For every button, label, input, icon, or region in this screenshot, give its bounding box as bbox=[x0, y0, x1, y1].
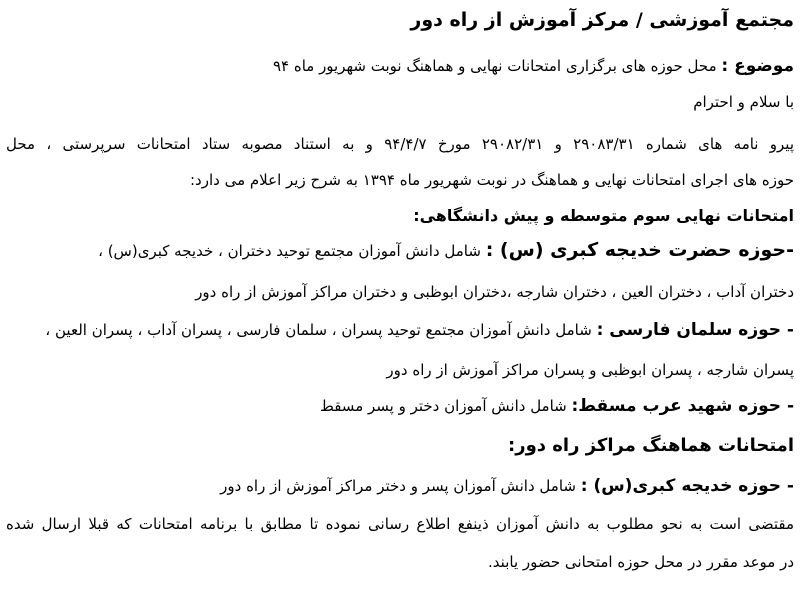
section2-item-khadijeh bbox=[220, 476, 794, 496]
section1-item-salman bbox=[45, 320, 794, 340]
section1-item-salman-continuation: پسران شارجه ، پسران ابوظبی و پسران مراکز آموزش از راه دور bbox=[386, 361, 794, 379]
closing-line-1: مقتضی است به نحو مطلوب به دانش آموزان ذینفع اطلاع رسانی نموده تا مطابق با برنامه امتحانات که قبلا ارسال شده bbox=[6, 515, 794, 533]
document-title: مجتمع آموزشی / مرکز آموزش از راه دور bbox=[410, 9, 794, 31]
section1-item-salman-label: - حوزه سلمان فارسی : bbox=[596, 320, 794, 340]
section1-item-muscat-text: شامل دانش آموزان دختر و پسر مسقط bbox=[319, 397, 572, 415]
section1-item-khadijeh-continuation: دختران آداب ، دختران العین ، دختران شارجه ،دختران ابوظبی و دختران مراکز آموزش از راه دور bbox=[195, 283, 794, 301]
subject-label: موضوع : bbox=[721, 56, 794, 76]
section1-heading: امتحانات نهایی سوم متوسطه و پیش دانشگاهی: bbox=[413, 206, 794, 225]
closing-line-2: در موعد مقرر در محل حوزه امتحانی حضور یابند. bbox=[488, 553, 794, 571]
subject-line bbox=[273, 56, 794, 76]
greeting: با سلام و احترام bbox=[693, 93, 794, 111]
section1-item-salman-text: شامل دانش آموزان مجتمع توحید پسران ، سلمان فارسی ، پسران آداب ، پسران العین ، bbox=[45, 321, 597, 339]
section1-item-khadijeh bbox=[98, 240, 794, 261]
section2-item-khadijeh-label: - حوزه خدیجه کبری(س) : bbox=[580, 476, 794, 496]
intro-line-2: حوزه های اجرای امتحانات نهایی و هماهنگ در نوبت شهریور ماه ۱۳۹۴ به شرح زیر اعلام می دارد: bbox=[189, 171, 794, 189]
intro-line-1: پیرو نامه های شماره ۲۹۰۸۳/۳۱ و ۲۹۰۸۲/۳۱ مورخ ۹۴/۴/۷ و به استناد مصوبه ستاد امتحانات سرپرستی ، محل bbox=[6, 135, 794, 153]
section1-item-muscat bbox=[320, 396, 794, 416]
section2-item-khadijeh-text: شامل دانش آموزان پسر و دختر مراکز آموزش از راه دور bbox=[220, 477, 581, 495]
section1-item-muscat-label: - حوزه شهید عرب مسقط: bbox=[571, 396, 794, 416]
section1-item-khadijeh-text: شامل دانش آموزان مجتمع توحید دختران ، خدیجه کبری(س) ، bbox=[98, 242, 486, 260]
section1-item-khadijeh-label: -حوزه حضرت خدیجه کبری (س) : bbox=[485, 239, 794, 261]
section2-heading: امتحانات هماهنگ مراکز راه دور: bbox=[508, 435, 794, 456]
subject-text: محل حوزه های برگزاری امتحانات نهایی و هماهنگ نوبت شهریور ماه ۹۴ bbox=[272, 57, 722, 75]
